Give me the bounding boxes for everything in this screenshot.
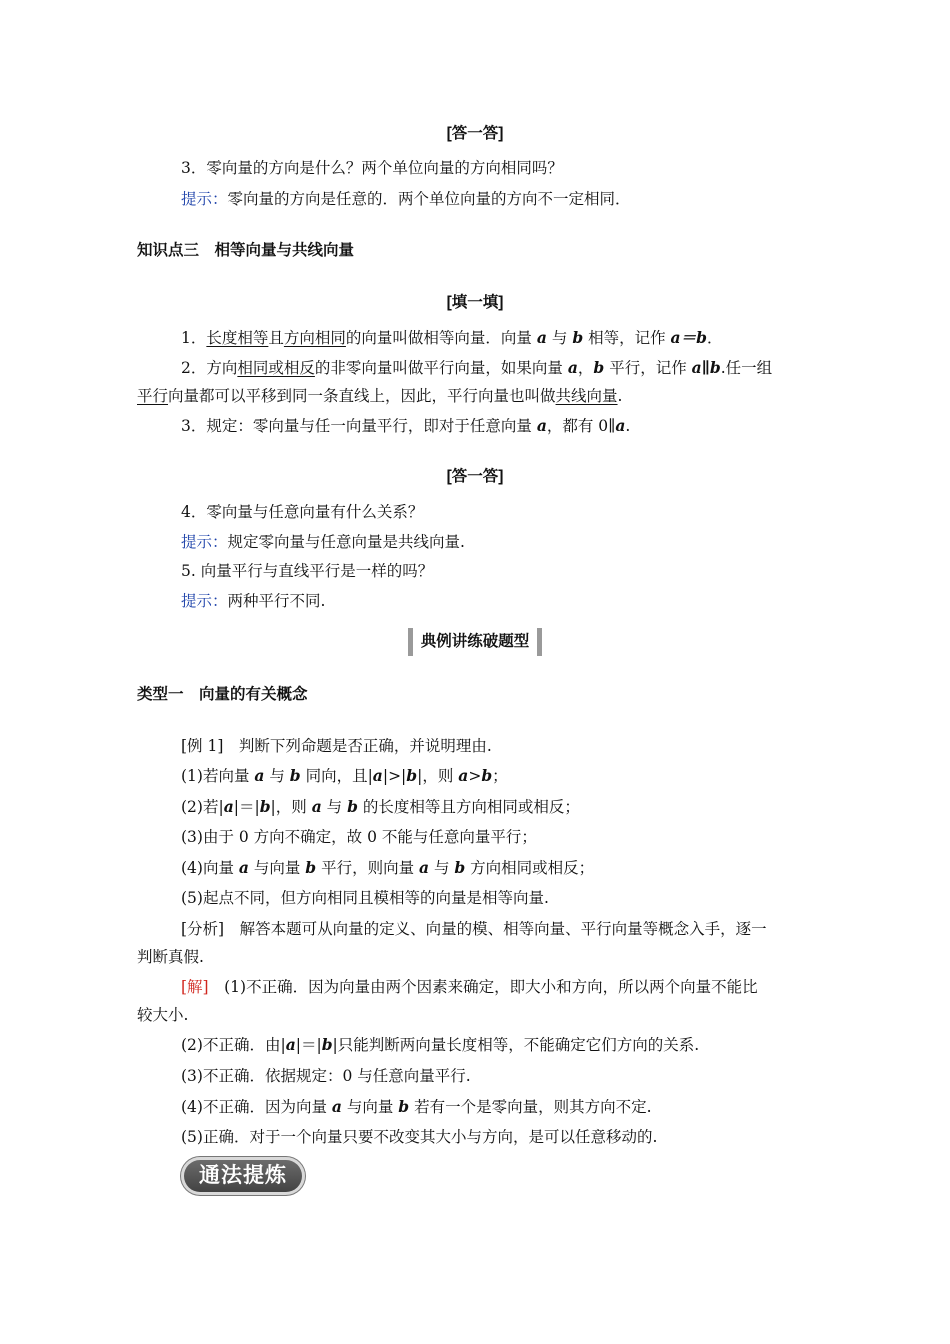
solution-5: (5)正确．对于一个向量只要不改变其大小与方向，是可以任意移动的. [181,1128,658,1146]
text: .任一组 [720,359,773,377]
vector-a: a [331,1097,342,1116]
hint-5 [181,590,325,612]
text: |，则 [270,798,312,816]
section-3-title: 知识点三 相等向量与共线向量 [137,242,355,259]
method-summary-label: 通法提炼 [199,1164,287,1187]
question-5: 5. 向量平行与直线平行是一样的吗？ [181,562,434,580]
vector-a: a [223,797,234,816]
text: 同向，且| [300,767,373,785]
question-3: 3．零向量的方向是什么？两个单位向量的方向相同吗？ [181,159,563,177]
proposition-3: (3)由于 0 方向不确定，故 0 不能与任意向量平行； [181,828,537,846]
text: |>| [382,767,407,785]
item-number: 1． [181,329,207,347]
vector-a: a [615,416,626,435]
vector-a: a [254,766,265,785]
text: . [617,387,623,405]
solution-2 [181,1034,699,1056]
hint-label: 提示： [181,190,228,208]
solution-1-cont: 较大小. [137,1006,189,1024]
fill-item-2-cont [137,385,622,407]
hint-4-text: 规定零向量与任意向量是共线向量. [227,533,465,551]
text: 的向量叫做相等向量．向量 [345,329,532,347]
text: 2．方向 [181,359,238,377]
text: 方向相同或相反； [465,859,595,877]
solution-1 [181,976,758,998]
text: 与向量 [248,859,306,877]
text: (1)不正确．因为向量由两个因素来确定，即大小和方向，所以两个向量不能比 [208,978,758,996]
equation: a＝b [670,328,707,347]
method-summary-badge [181,1157,305,1195]
solution-label: [解] [181,978,209,996]
text: ， [577,359,594,377]
hint-3-text: 零向量的方向是任意的．两个单位向量的方向不一定相同． [227,190,631,208]
vector-b: b [305,858,317,877]
proposition-4 [181,857,594,879]
vector-b: b [347,797,358,816]
text: (4)不正确．因为向量 [181,1098,332,1116]
vector-b: b [289,766,301,785]
fill-item-1 [181,327,722,349]
vector-b: b [406,766,418,785]
proposition-1 [181,765,508,787]
vector-b: b [454,858,466,877]
text: 相等，记作 [588,329,666,347]
text: |只能判断两向量长度相等，不能确定它们方向的关系. [332,1036,700,1054]
vector-b: b [398,1097,410,1116]
vector-a: a [372,766,383,785]
vector-b: b [259,797,271,816]
text: > [468,767,482,785]
vector-a: a [419,858,430,877]
text: . [625,417,631,435]
text: |＝| [295,1036,322,1054]
answer-header: [答一答] [446,468,504,485]
vector-a: a [536,328,547,347]
analysis-line-1: [分析] 解答本题可从向量的定义、向量的模、相等向量、平行向量等概念入手，逐一 [181,920,767,938]
text: 平行，记作 [609,359,687,377]
vector-a: a [285,1035,296,1054]
text: 的非零向量叫做平行向量，如果向量 [314,359,563,377]
text: 平行，则向量 [316,859,419,877]
analysis-line-2: 判断真假. [137,948,204,966]
text: 与 [551,329,568,347]
answer-header: [答一答] [446,125,504,142]
fill-header: [填一填] [446,294,504,311]
text: ； [492,767,508,785]
text: 与 [264,767,290,785]
proposition-5: (5)起点不同，但方向相同且模相等的向量是相等向量. [181,889,549,907]
vector-a: a [567,358,578,377]
fill-item-2 [181,357,772,379]
example-label: [例 1] 判断下列命题是否正确，并说明理由. [181,737,492,755]
vector-b: b [572,328,584,347]
text: |＝| [233,798,260,816]
type-1-title: 类型一 向量的有关概念 [137,686,308,703]
proposition-2 [181,796,580,818]
blank-answer: 长度相等 [206,329,269,347]
vector-a: a [536,416,547,435]
text: ，都有 0∥ [546,417,616,435]
hint-3 [181,188,631,210]
vector-a: a [458,766,469,785]
solution-3: (3)不正确．依据规定：0 与任意向量平行. [181,1067,471,1085]
text: |，则 [417,767,459,785]
text: (1)若向量 [181,767,255,785]
hint-4 [181,531,465,553]
hint-5-text: 两种平行不同. [227,592,326,610]
parallel-notation: a∥b [691,358,721,377]
text: (2)若| [181,798,224,816]
blank-answer: 相同或相反 [237,359,315,377]
vector-a: a [238,858,249,877]
hint-label: 提示： [181,533,228,551]
text: 与 [321,798,348,816]
text: 与 [429,859,455,877]
vector-a: a [311,797,322,816]
text: 3．规定：零向量与任一向量平行，即对于任意向量 [181,417,532,435]
banner-bar-right [537,628,542,656]
blank-answer: 共线向量 [555,387,618,405]
text: (4)向量 [181,859,239,877]
blank-answer: 平行 [137,387,169,405]
text: (2)不正确．由| [181,1036,286,1054]
blank-answer: 方向相同 [283,329,346,347]
text: 的长度相等且方向相同或相反； [357,798,580,816]
section-banner [0,626,950,657]
question-4: 4．零向量与任意向量有什么关系？ [181,503,424,521]
text: 且 [268,329,284,347]
text: ． [706,329,723,347]
vector-b: b [481,766,493,785]
text: 向量都可以平移到同一条直线上，因此，平行向量也叫做 [168,387,556,405]
vector-b: b [321,1035,333,1054]
text: 与向量 [341,1098,399,1116]
fill-item-3 [181,415,630,437]
vector-b: b [593,358,605,377]
text: 若有一个是零向量，则其方向不定. [409,1098,652,1116]
solution-4 [181,1096,652,1118]
hint-label: 提示： [181,592,228,610]
banner-title: 典例讲练破题型 [420,633,530,650]
